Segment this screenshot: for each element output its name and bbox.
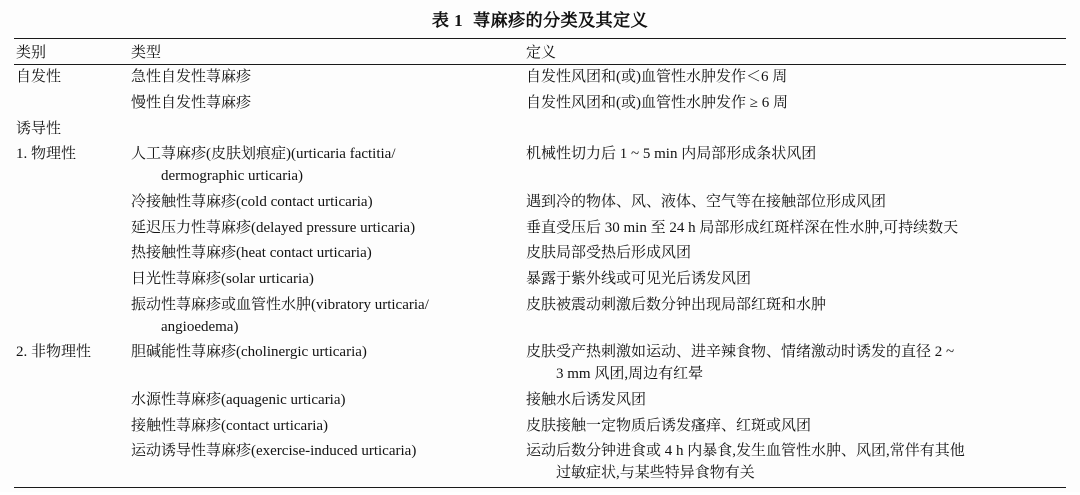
row-type (129, 293, 524, 341)
header-category: 类别 (14, 39, 129, 65)
row-type (129, 142, 524, 190)
table-head (14, 39, 1066, 65)
header-definition: 定义 (524, 39, 1066, 65)
row-type: 慢性自发性荨麻疹 (131, 94, 252, 111)
row-definition: 自发性风团和(或)血管性水肿发作＜6 周 (524, 65, 1066, 91)
row-category (14, 91, 129, 117)
table-title (14, 0, 1066, 38)
table-row (14, 216, 1066, 242)
row-definition (524, 117, 1066, 143)
row-type-line2: angioedema) (161, 318, 239, 335)
row-category (14, 293, 129, 341)
row-category (14, 388, 129, 414)
row-category (14, 216, 129, 242)
table-header-row (14, 39, 1066, 65)
row-category: 1. 物理性 (16, 146, 77, 163)
row-category: 2. 非物理性 (16, 344, 92, 361)
row-category (14, 267, 129, 293)
table-row (14, 293, 1066, 341)
row-definition: 机械性切力后 1 ~ 5 min 内局部形成条状风团 (526, 146, 817, 163)
row-category (14, 190, 129, 216)
table-row (14, 414, 1066, 440)
row-type: 胆碱能性荨麻疹(cholinergic urticaria) (131, 344, 367, 361)
row-type (129, 117, 524, 143)
row-type: 急性自发性荨麻疹 (129, 65, 524, 91)
row-definition-line1: 皮肤受产热刺激如运动、进辛辣食物、情绪激动时诱发的直径 2 ~ (526, 344, 955, 361)
table-row (14, 439, 1066, 487)
row-definition: 暴露于紫外线或可见光后诱发风团 (526, 271, 752, 287)
bottom-rule-cell-b (129, 487, 524, 495)
table-row (14, 267, 1066, 293)
row-definition-line2: 过敏症状,与某些特异食物有关 (556, 465, 755, 481)
row-category: 自发性 (14, 65, 129, 91)
header-type: 类型 (129, 39, 524, 65)
row-category (14, 414, 129, 440)
row-type-line2: dermographic urticaria) (161, 168, 304, 184)
table-bottom-rule (14, 487, 1066, 495)
table-row (14, 340, 1066, 388)
table-number: 表 1 (431, 11, 464, 30)
row-category: 诱导性 (16, 120, 62, 137)
row-type-line1: 振动性荨麻疹或血管性水肿(vibratory urticaria/ (131, 296, 429, 313)
table-caption: 荨麻疹的分类及其定义 (473, 11, 649, 30)
row-category (14, 241, 129, 267)
classification-table (14, 38, 1066, 495)
row-definition: 接触水后诱发风团 (526, 391, 647, 408)
row-definition: 遇到冷的物体、风、液体、空气等在接触部位形成风团 (526, 193, 887, 210)
row-definition-line2: 3 mm 风团,周边有红晕 (556, 366, 704, 382)
table-row (14, 190, 1066, 216)
table-row (14, 91, 1066, 117)
row-type: 运动诱导性荨麻疹(exercise-induced urticaria) (131, 443, 417, 460)
table-row (14, 117, 1066, 143)
row-definition-line1: 运动后数分钟进食或 4 h 内暴食,发生血管性水肿、风团,常伴有其他 (526, 443, 965, 460)
row-definition (524, 439, 1066, 487)
row-type-line1: 人工荨麻疹(皮肤划痕症)(urticaria factitia/ (131, 146, 396, 163)
bottom-rule-cell-c (524, 487, 1066, 495)
table-row (14, 241, 1066, 267)
row-definition (524, 340, 1066, 388)
row-definition: 皮肤局部受热后形成风团 (526, 245, 692, 262)
row-definition: 自发性风团和(或)血管性水肿发作 ≥ 6 周 (526, 94, 788, 111)
table-row (14, 388, 1066, 414)
row-definition: 垂直受压后 30 min 至 24 h 局部形成红斑样深在性水肿,可持续数天 (526, 219, 959, 236)
row-definition: 皮肤接触一定物质后诱发瘙痒、红斑或风团 (526, 417, 812, 434)
row-type: 接触性荨麻疹(contact urticaria) (131, 417, 329, 434)
table-body (14, 65, 1066, 495)
table-row (14, 65, 1066, 91)
table-row (14, 142, 1066, 190)
row-type: 冷接触性荨麻疹(cold contact urticaria) (131, 193, 373, 210)
row-definition: 皮肤被震动刺激后数分钟出现局部红斑和水肿 (526, 296, 827, 313)
row-type: 延迟压力性荨麻疹(delayed pressure urticaria) (131, 219, 416, 236)
bottom-rule-cell-a (14, 487, 129, 495)
row-type: 水源性荨麻疹(aquagenic urticaria) (131, 391, 346, 408)
row-type: 热接触性荨麻疹(heat contact urticaria) (131, 245, 372, 262)
row-category (14, 439, 129, 487)
row-type: 日光性荨麻疹(solar urticaria) (131, 271, 314, 287)
